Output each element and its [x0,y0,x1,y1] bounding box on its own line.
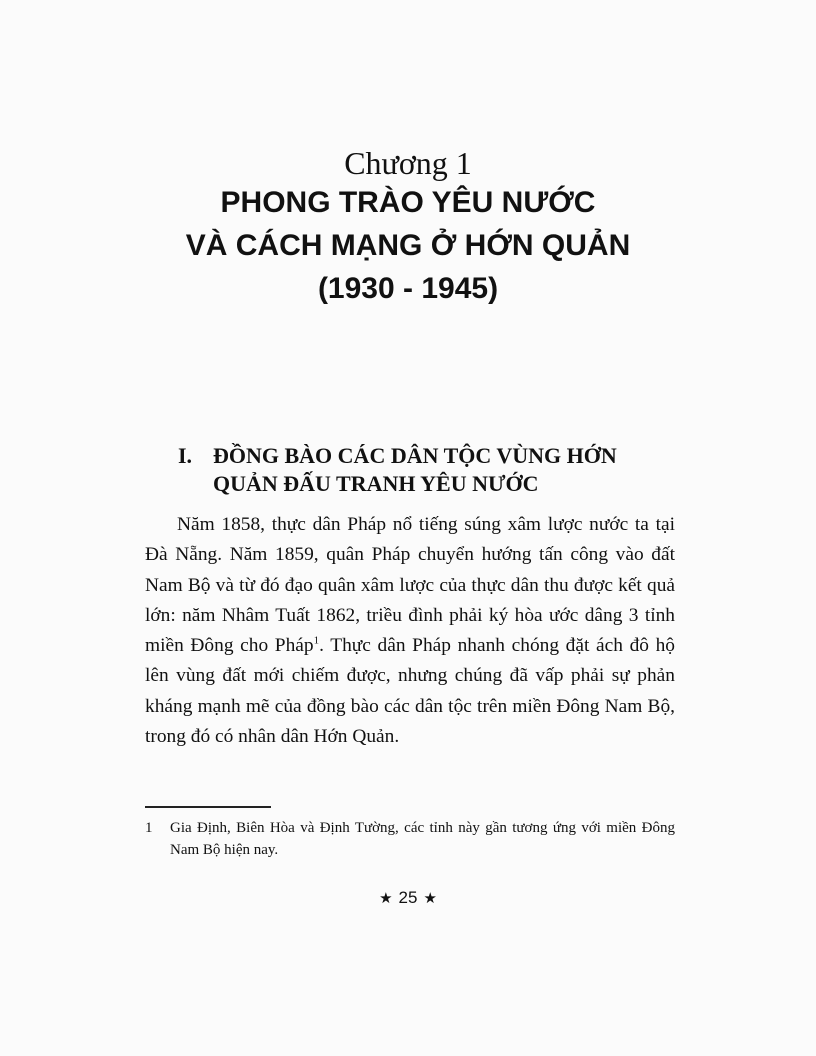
star-icon: ★ [379,890,393,907]
chapter-title-years: (1930 - 1945) [317,272,499,305]
chapter-label: Chương 1 [344,145,472,181]
paragraph-text-part2: . Thực dân Pháp nhanh chóng đặt ách đô hộ lên vùng đất mới chiếm được, nhưng chúng đã vấp phải sự phản kháng mạnh mẽ của đồng bào các dân tộc trên miền Đông Nam Bộ, trong đó có nhân dân Hớn Quản. [145,635,676,748]
chapter-title-line: VÀ CÁCH MẠNG Ở HỚN QUẢN [185,229,631,262]
section-number: I. [178,443,193,468]
section-title-line2: QUẢN ĐẤU TRANH YÊU NƯỚC [213,471,539,496]
body-paragraph [145,510,675,752]
footnote-reference: 1 [313,634,320,647]
footnote-divider [145,806,271,808]
section-heading [178,442,698,498]
footnote [145,817,675,861]
section-title-line1: ĐỒNG BÀO CÁC DÂN TỘC VÙNG HỚN [213,443,617,468]
chapter-title [0,181,816,310]
page-number-footer [0,886,816,911]
footnote-text: Gia Định, Biên Hòa và Định Tường, các tỉnh này gần tương ứng với miền Đông Nam Bộ hiện nay. [170,820,675,858]
chapter-title-line: PHONG TRÀO YÊU NƯỚC [220,186,596,219]
star-icon: ★ [423,890,437,907]
footnote-number: 1 [145,820,153,836]
paragraph-text-part1: Năm 1858, thực dân Pháp nổ tiếng súng xâm lược nước ta tại Đà Nẵng. Năm 1859, quân Pháp chuyển hướng tấn công vào đất Nam Bộ và từ đó đạo quân xâm lược của thực dân thu được kết quả lớn: năm Nhâm Tuất 1862, triều đình phải ký hòa ước dâng 3 tỉnh miền Đông cho Pháp [145,514,675,657]
page-number: 25 [398,888,418,907]
